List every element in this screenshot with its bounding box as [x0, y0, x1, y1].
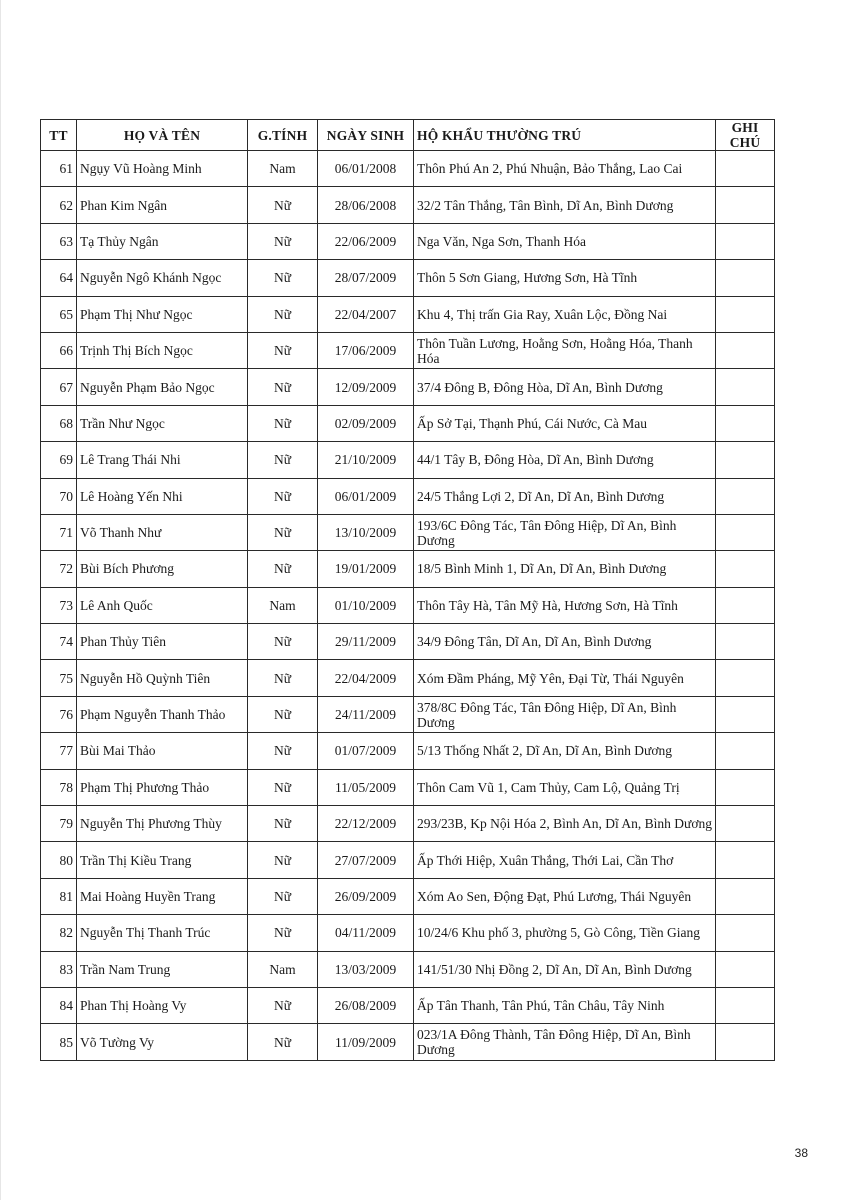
notes-cell	[716, 151, 775, 187]
permanent-address-cell: 293/23B, Kp Nội Hóa 2, Bình An, Dĩ An, Bình Dương	[414, 806, 716, 842]
gender-cell: Nữ	[248, 514, 318, 550]
permanent-address-cell: Thôn Phú An 2, Phú Nhuận, Bảo Thắng, Lao Cai	[414, 151, 716, 187]
row-number-cell: 78	[41, 769, 77, 805]
table-body	[41, 151, 775, 1061]
gender-cell: Nữ	[248, 442, 318, 478]
row-number-cell: 83	[41, 951, 77, 987]
notes-cell	[716, 624, 775, 660]
permanent-address-cell: 44/1 Tây B, Đông Hòa, Dĩ An, Bình Dương	[414, 442, 716, 478]
notes-cell	[716, 551, 775, 587]
date-of-birth-cell: 11/09/2009	[318, 1024, 414, 1060]
student-name-cell: Nguyễn Thị Thanh Trúc	[77, 915, 248, 951]
table-row	[41, 733, 775, 769]
permanent-address-cell: 10/24/6 Khu phố 3, phường 5, Gò Công, Tiền Giang	[414, 915, 716, 951]
date-of-birth-cell: 21/10/2009	[318, 442, 414, 478]
table-row	[41, 806, 775, 842]
table-row	[41, 842, 775, 878]
notes-cell	[716, 915, 775, 951]
date-of-birth-cell: 06/01/2009	[318, 478, 414, 514]
permanent-address-cell: 32/2 Tân Thắng, Tân Bình, Dĩ An, Bình Dương	[414, 187, 716, 223]
gender-cell: Nữ	[248, 223, 318, 259]
notes-cell	[716, 296, 775, 332]
row-number-cell: 66	[41, 332, 77, 368]
date-of-birth-cell: 04/11/2009	[318, 915, 414, 951]
gender-cell: Nữ	[248, 733, 318, 769]
gender-cell: Nữ	[248, 478, 318, 514]
row-number-cell: 68	[41, 405, 77, 441]
gender-cell: Nữ	[248, 260, 318, 296]
page-number: 38	[794, 1146, 808, 1160]
table-row	[41, 187, 775, 223]
notes-cell	[716, 405, 775, 441]
permanent-address-cell: 378/8C Đông Tác, Tân Đông Hiệp, Dĩ An, Bình Dương	[414, 696, 716, 732]
date-of-birth-cell: 01/07/2009	[318, 733, 414, 769]
table-row	[41, 769, 775, 805]
row-number-cell: 73	[41, 587, 77, 623]
date-of-birth-cell: 22/04/2009	[318, 660, 414, 696]
date-of-birth-cell: 17/06/2009	[318, 332, 414, 368]
header-notes: GHI CHÚ	[716, 120, 775, 151]
row-number-cell: 71	[41, 514, 77, 550]
row-number-cell: 79	[41, 806, 77, 842]
permanent-address-cell: Ấp Sở Tại, Thạnh Phú, Cái Nước, Cà Mau	[414, 405, 716, 441]
table-row	[41, 260, 775, 296]
row-number-cell: 85	[41, 1024, 77, 1060]
student-name-cell: Nguyễn Phạm Bảo Ngọc	[77, 369, 248, 405]
gender-cell: Nữ	[248, 624, 318, 660]
student-name-cell: Trịnh Thị Bích Ngọc	[77, 332, 248, 368]
gender-cell: Nữ	[248, 1024, 318, 1060]
date-of-birth-cell: 28/06/2008	[318, 187, 414, 223]
table-row	[41, 987, 775, 1023]
row-number-cell: 65	[41, 296, 77, 332]
notes-cell	[716, 660, 775, 696]
date-of-birth-cell: 22/12/2009	[318, 806, 414, 842]
notes-cell	[716, 260, 775, 296]
date-of-birth-cell: 02/09/2009	[318, 405, 414, 441]
gender-cell: Nữ	[248, 187, 318, 223]
date-of-birth-cell: 12/09/2009	[318, 369, 414, 405]
notes-cell	[716, 442, 775, 478]
row-number-cell: 67	[41, 369, 77, 405]
row-number-cell: 62	[41, 187, 77, 223]
table-row	[41, 660, 775, 696]
student-name-cell: Võ Thanh Như	[77, 514, 248, 550]
gender-cell: Nữ	[248, 296, 318, 332]
student-name-cell: Mai Hoàng Huyền Trang	[77, 878, 248, 914]
gender-cell: Nữ	[248, 660, 318, 696]
permanent-address-cell: Xóm Đầm Pháng, Mỹ Yên, Đại Từ, Thái Nguyên	[414, 660, 716, 696]
notes-cell	[716, 878, 775, 914]
student-name-cell: Nguyễn Ngô Khánh Ngọc	[77, 260, 248, 296]
date-of-birth-cell: 19/01/2009	[318, 551, 414, 587]
table-row	[41, 878, 775, 914]
gender-cell: Nữ	[248, 551, 318, 587]
notes-cell	[716, 478, 775, 514]
date-of-birth-cell: 11/05/2009	[318, 769, 414, 805]
student-name-cell: Nguyễn Hồ Quỳnh Tiên	[77, 660, 248, 696]
notes-cell	[716, 842, 775, 878]
student-name-cell: Phan Thủy Tiên	[77, 624, 248, 660]
row-number-cell: 80	[41, 842, 77, 878]
table-row	[41, 951, 775, 987]
permanent-address-cell: 18/5 Bình Minh 1, Dĩ An, Dĩ An, Bình Dương	[414, 551, 716, 587]
notes-cell	[716, 187, 775, 223]
gender-cell: Nữ	[248, 987, 318, 1023]
row-number-cell: 84	[41, 987, 77, 1023]
permanent-address-cell: Khu 4, Thị trấn Gia Ray, Xuân Lộc, Đồng Nai	[414, 296, 716, 332]
student-name-cell: Bùi Mai Thảo	[77, 733, 248, 769]
table-row	[41, 296, 775, 332]
row-number-cell: 77	[41, 733, 77, 769]
permanent-address-cell: Thôn Cam Vũ 1, Cam Thủy, Cam Lộ, Quảng Trị	[414, 769, 716, 805]
date-of-birth-cell: 22/06/2009	[318, 223, 414, 259]
date-of-birth-cell: 26/08/2009	[318, 987, 414, 1023]
row-number-cell: 70	[41, 478, 77, 514]
table-row	[41, 332, 775, 368]
gender-cell: Nữ	[248, 405, 318, 441]
notes-cell	[716, 514, 775, 550]
permanent-address-cell: Ấp Tân Thanh, Tân Phú, Tân Châu, Tây Ninh	[414, 987, 716, 1023]
student-table	[40, 119, 775, 1061]
notes-cell	[716, 987, 775, 1023]
student-name-cell: Lê Hoàng Yến Nhi	[77, 478, 248, 514]
table-header-row	[41, 120, 775, 151]
permanent-address-cell: 24/5 Thắng Lợi 2, Dĩ An, Dĩ An, Bình Dương	[414, 478, 716, 514]
table-row	[41, 551, 775, 587]
permanent-address-cell: 37/4 Đông B, Đông Hòa, Dĩ An, Bình Dương	[414, 369, 716, 405]
table-row	[41, 915, 775, 951]
permanent-address-cell: Thôn Tây Hà, Tân Mỹ Hà, Hương Sơn, Hà Tĩnh	[414, 587, 716, 623]
date-of-birth-cell: 13/03/2009	[318, 951, 414, 987]
notes-cell	[716, 769, 775, 805]
permanent-address-cell: 023/1A Đông Thành, Tân Đông Hiệp, Dĩ An, Bình Dương	[414, 1024, 716, 1060]
date-of-birth-cell: 24/11/2009	[318, 696, 414, 732]
table-row	[41, 405, 775, 441]
date-of-birth-cell: 22/04/2007	[318, 296, 414, 332]
table-row	[41, 1024, 775, 1060]
permanent-address-cell: Thôn Tuần Lương, Hoằng Sơn, Hoằng Hóa, Thanh Hóa	[414, 332, 716, 368]
notes-cell	[716, 587, 775, 623]
notes-cell	[716, 696, 775, 732]
notes-cell	[716, 806, 775, 842]
date-of-birth-cell: 06/01/2008	[318, 151, 414, 187]
student-name-cell: Trần Nam Trung	[77, 951, 248, 987]
table-row	[41, 223, 775, 259]
student-name-cell: Lê Anh Quốc	[77, 587, 248, 623]
gender-cell: Nam	[248, 587, 318, 623]
notes-cell	[716, 332, 775, 368]
gender-cell: Nữ	[248, 842, 318, 878]
student-name-cell: Võ Tường Vy	[77, 1024, 248, 1060]
notes-cell	[716, 733, 775, 769]
student-name-cell: Trần Như Ngọc	[77, 405, 248, 441]
gender-cell: Nữ	[248, 806, 318, 842]
student-name-cell: Ngụy Vũ Hoàng Minh	[77, 151, 248, 187]
date-of-birth-cell: 27/07/2009	[318, 842, 414, 878]
student-name-cell: Tạ Thủy Ngân	[77, 223, 248, 259]
row-number-cell: 69	[41, 442, 77, 478]
date-of-birth-cell: 01/10/2009	[318, 587, 414, 623]
permanent-address-cell: 193/6C Đông Tác, Tân Đông Hiệp, Dĩ An, Bình Dương	[414, 514, 716, 550]
permanent-address-cell: 5/13 Thống Nhất 2, Dĩ An, Dĩ An, Bình Dương	[414, 733, 716, 769]
permanent-address-cell: 141/51/30 Nhị Đồng 2, Dĩ An, Dĩ An, Bình Dương	[414, 951, 716, 987]
header-tt: TT	[41, 120, 77, 151]
table-row	[41, 478, 775, 514]
student-name-cell: Lê Trang Thái Nhi	[77, 442, 248, 478]
permanent-address-cell: Nga Văn, Nga Sơn, Thanh Hóa	[414, 223, 716, 259]
gender-cell: Nam	[248, 151, 318, 187]
table-row	[41, 151, 775, 187]
row-number-cell: 81	[41, 878, 77, 914]
gender-cell: Nữ	[248, 878, 318, 914]
header-full-name: HỌ VÀ TÊN	[77, 120, 248, 151]
student-name-cell: Phạm Thị Như Ngọc	[77, 296, 248, 332]
row-number-cell: 75	[41, 660, 77, 696]
header-date-of-birth: NGÀY SINH	[318, 120, 414, 151]
table-row	[41, 624, 775, 660]
student-name-cell: Phan Kim Ngân	[77, 187, 248, 223]
date-of-birth-cell: 26/09/2009	[318, 878, 414, 914]
student-name-cell: Trần Thị Kiều Trang	[77, 842, 248, 878]
gender-cell: Nữ	[248, 915, 318, 951]
student-name-cell: Bùi Bích Phương	[77, 551, 248, 587]
row-number-cell: 76	[41, 696, 77, 732]
notes-cell	[716, 223, 775, 259]
permanent-address-cell: Thôn 5 Sơn Giang, Hương Sơn, Hà Tĩnh	[414, 260, 716, 296]
gender-cell: Nữ	[248, 696, 318, 732]
gender-cell: Nam	[248, 951, 318, 987]
row-number-cell: 74	[41, 624, 77, 660]
student-name-cell: Phan Thị Hoàng Vy	[77, 987, 248, 1023]
date-of-birth-cell: 29/11/2009	[318, 624, 414, 660]
table-row	[41, 442, 775, 478]
student-name-cell: Phạm Nguyễn Thanh Thảo	[77, 696, 248, 732]
table-row	[41, 696, 775, 732]
student-name-cell: Phạm Thị Phương Thảo	[77, 769, 248, 805]
table-row	[41, 369, 775, 405]
header-permanent-address: HỘ KHẨU THƯỜNG TRÚ	[414, 120, 716, 151]
date-of-birth-cell: 28/07/2009	[318, 260, 414, 296]
row-number-cell: 63	[41, 223, 77, 259]
table-row	[41, 514, 775, 550]
notes-cell	[716, 951, 775, 987]
student-name-cell: Nguyễn Thị Phương Thùy	[77, 806, 248, 842]
row-number-cell: 64	[41, 260, 77, 296]
row-number-cell: 61	[41, 151, 77, 187]
permanent-address-cell: Xóm Ao Sen, Động Đạt, Phú Lương, Thái Nguyên	[414, 878, 716, 914]
notes-cell	[716, 369, 775, 405]
header-gender: G.TÍNH	[248, 120, 318, 151]
row-number-cell: 82	[41, 915, 77, 951]
date-of-birth-cell: 13/10/2009	[318, 514, 414, 550]
permanent-address-cell: Ấp Thới Hiệp, Xuân Thắng, Thới Lai, Cần Thơ	[414, 842, 716, 878]
notes-cell	[716, 1024, 775, 1060]
gender-cell: Nữ	[248, 769, 318, 805]
permanent-address-cell: 34/9 Đông Tân, Dĩ An, Dĩ An, Bình Dương	[414, 624, 716, 660]
row-number-cell: 72	[41, 551, 77, 587]
gender-cell: Nữ	[248, 369, 318, 405]
table-row	[41, 587, 775, 623]
gender-cell: Nữ	[248, 332, 318, 368]
